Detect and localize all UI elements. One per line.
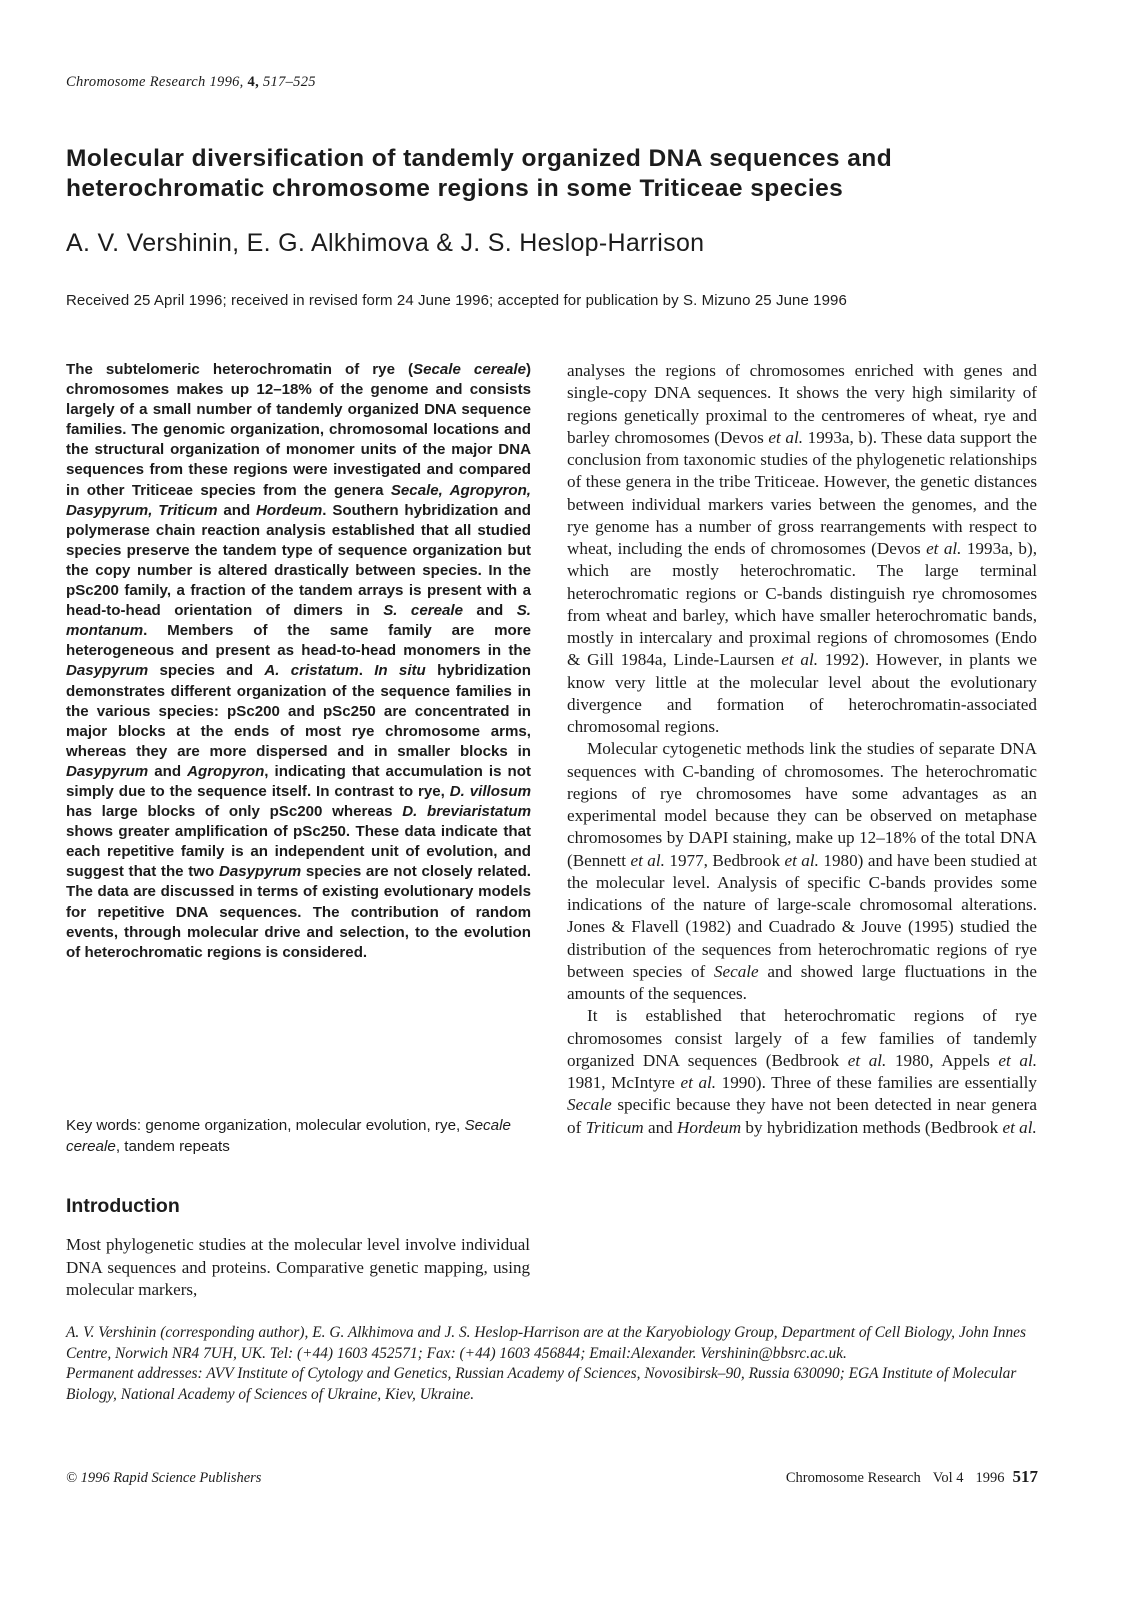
journal-pages: 517–525 xyxy=(262,74,316,90)
page-footer xyxy=(786,1467,1038,1487)
footer-journal: Chromosome Research xyxy=(785,1470,921,1486)
journal-volume: 4, xyxy=(247,74,260,90)
page-number: 517 xyxy=(1012,1467,1038,1486)
running-head xyxy=(66,74,316,91)
footer-volume: Vol 4 xyxy=(932,1470,964,1486)
title-line-2: heterochromatic chromosome regions in some Triticeae species xyxy=(66,175,844,202)
journal-name: Chromosome Research xyxy=(66,74,206,90)
body-paragraph-3: It is established that heterochromatic regions of rye chromosomes consist largely of a few families of tandemly organized DNA sequences (Bedbrook et al. 1980, Appels et al. 1981, McIntyre et al. 1990). Three of these families are essentially Secale specific because they have not been detected in near genera of Triticum and Hordeum by hybridization methods (Bedbrook et al. xyxy=(567,1006,1037,1137)
journal-year: 1996, xyxy=(209,74,244,90)
right-column-body xyxy=(567,360,1037,1139)
footer-year: 1996 xyxy=(975,1470,1005,1486)
footnote-affiliation: A. V. Vershinin (corresponding author), E. G. Alkhimova and J. S. Heslop-Harrison are at the Karyobiology Group, Department of Cell Biology, John Innes Centre, Norwich NR4 7UH, UK. Tel: (+44) 1603 452571; Fax: (+44) 1603 456844; Email:Alexander. Vershinin@bbsrc.ac.uk. xyxy=(66,1324,1026,1362)
body-paragraph-2: Molecular cytogenetic methods link the studies of separate DNA sequences with C-banding of chromosomes. The heterochromatic regions of rye chromosomes have some advantages as an experimental model because they can be observed on metaphase chromosomes by DAPI staining, make up 12–18% of the total DNA (Bennett et al. 1977, Bedbrook et al. 1980) and have been studied at the molecular level. Analysis of specific C-bands provides some indications of the nature of large-scale chromosomal alterations. Jones & Flavell (1982) and Cuadrado & Jouve (1995) studied the distribution of the sequences from heterochromatic regions of rye between species of Secale and showed large fluctuations in the amounts of the sequences. xyxy=(567,739,1038,1003)
author-list: A. V. Vershinin, E. G. Alkhimova & J. S. Heslop-Harrison xyxy=(66,229,705,257)
keywords: Key words: genome organization, molecular evolution, rye, Secale cereale, tandem repeats xyxy=(66,1117,511,1155)
copyright-notice: © 1996 Rapid Science Publishers xyxy=(66,1470,262,1486)
footnote-permanent-addresses: Permanent addresses: AVV Institute of Cytology and Genetics, Russian Academy of Sciences, Novosibirsk–90, Russia 630090; EGA Institute of Molecular Biology, National Academy of Sciences of Ukraine, Kiev, Ukraine. xyxy=(66,1365,1017,1403)
section-heading-introduction: Introduction xyxy=(66,1195,180,1217)
abstract: The subtelomeric heterochromatin of rye (Secale cereale) chromosomes makes up 12–18% of the genome and consists largely of a small number of tandemly organized DNA sequence families. The genomic organization, chromosomal locations and the structural organization of monomer units of the major DNA sequences from these regions were investigated and compared in other Triticeae species from the genera Secale, Agropyron, Dasypyrum, Triticum and Hordeum. Southern hybridization and polymerase chain reaction analysis established that all studied species preserve the tandem type of sequence organization but the copy number is altered drastically between species. In the pSc200 family, a fraction of the tandem arrays is present with a head-to-head orientation of dimers in S. cereale and S. montanum. Members of the same family are more heterogeneous and present as head-to-head monomers in the Dasypyrum species and A. cristatum. In situ hybridization demonstrates different organization of the sequence families in the various species: pSc200 and pSc250 are concentrated in major blocks at the ends of most rye chromosome arms, whereas they are more dispersed and in smaller blocks in Dasypyrum and Agropyron, indicating that accumulation is not simply due to the sequence itself. In contrast to rye, D. villosum has large blocks of only pSc200 whereas D. breviaristatum shows greater amplification of pSc250. These data indicate that each repetitive family is an independent unit of evolution, and suggest that the two Dasypyrum species are not closely related. The data are discussed in terms of existing evolutionary models for repetitive DNA sequences. The contribution of random events, through molecular drive and selection, to the evolution of heterochromatic regions is considered. xyxy=(66,361,532,961)
received-dates: Received 25 April 1996; received in revised form 24 June 1996; accepted for publication by S. Mizuno 25 June 1996 xyxy=(66,292,847,309)
article-title xyxy=(66,144,1066,204)
introduction-paragraph: Most phylogenetic studies at the molecular level involve individual DNA sequences and proteins. Comparative genetic mapping, using molecular markers, xyxy=(66,1235,530,1300)
title-line-1: Molecular diversification of tandemly organized DNA sequences and xyxy=(66,145,893,172)
keywords-label: Key words: xyxy=(66,1117,142,1134)
body-paragraph-1: analyses the regions of chromosomes enriched with genes and single-copy DNA sequences. It shows the very high similarity of regions genetically proximal to the centromeres of wheat, rye and barley chromosomes (Devos et al. 1993a, b). These data support the conclusion from taxonomic studies of the phylogenetic relationships of these genera in the tribe Triticeae. However, the genetic distances between individual markers varies between the genomes, and the rye genome has a number of gross rearrangements with respect to wheat, including the ends of chromosomes (Devos et al. 1993a, b), which are mostly heterochromatic. The large terminal heterochromatic regions or C-bands distinguish rye chromosomes from wheat and barley, which have smaller heterochromatic bands, mostly in intercalary and proximal regions of chromosomes (Endo & Gill 1984a, Linde-Laursen et al. 1992). However, in plants we know very little at the molecular level about the evolutionary divergence and formation of heterochromatin-associated chromosomal regions. xyxy=(567,361,1037,736)
author-footnote xyxy=(66,1323,1041,1405)
